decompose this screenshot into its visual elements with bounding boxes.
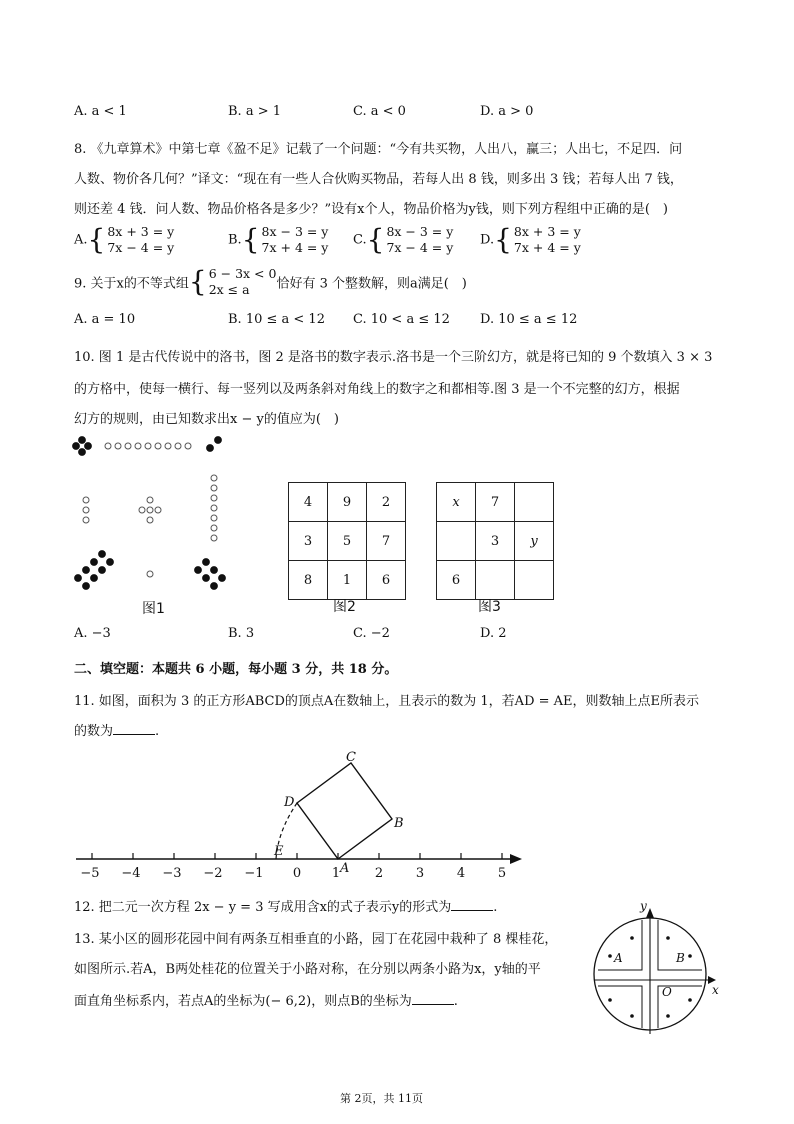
label-a: A [340,861,350,876]
answer-blank[interactable] [451,898,493,911]
label-e: E [274,844,284,859]
cell: x [437,483,476,522]
q8-line1: 8. 《九章算术》中第七章《盈不足》记载了一个问题：“今有共买物，人出八，赢三；人出七，不足四．问 [74,142,683,157]
cell: 6 [437,561,476,600]
tick-label: −3 [162,866,182,880]
q13-line2: 如图所示.若A，B两处桂花的位置关于小路对称，在分别以两条小路为x，y轴的平 [74,962,541,977]
tick-label: 4 [456,866,466,880]
cell: 9 [328,483,367,522]
section-heading: 二、填空题：本题共 6 小题，每小题 3 分，共 18 分。 [74,662,398,677]
q9-option-b: B. 10 ≤ a < 12 [228,312,325,327]
q8-line3: 则还差 4 钱．问人数、物品价格各是多少？”设有x个人，物品价格为y钱，则下列方程组中正确的是( ) [74,202,669,217]
luoshu-figure [72,434,232,594]
cell: 3 [289,522,328,561]
q8-option-c: C.{ 8x − 3 = y 7x − 4 = y [353,223,454,256]
cell: 5 [328,522,367,561]
tick-label: 3 [415,866,425,880]
page-footer: 第 2页，共 11页 [340,1092,423,1105]
q8-option-d: D.{ 8x + 3 = y 7x + 4 = y [480,223,581,256]
q12-stem: 12. 把二元一次方程 2x − y = 3 写成用含x的式子表示y的形式为 . [74,900,498,915]
fig1-caption: 图1 [142,601,165,617]
label-c: C [346,750,356,765]
q7-option-c: C. a < 0 [353,104,406,119]
q13-line3: 面直角坐标系内，若点A的坐标为(− 6,2)，则点B的坐标为 . [74,994,458,1009]
tick-label: 0 [292,866,302,880]
cell [476,561,515,600]
q8-option-a: A.{ 8x + 3 = y 7x − 4 = y [74,223,175,256]
q7-option-b: B. a > 1 [228,104,281,119]
q10-line2: 的方格中，使每一横行、每一竖列以及两条斜对角线上的数字之和都相等.图 3 是一个不完整的幻方，根据 [74,382,680,397]
q8-line2: 人数、物价各几何？”译文：“现在有一些人合伙购买物品，若每人出 8 钱，则多出 3 钱；若每人出 7 钱， [74,172,683,187]
q9-option-a: A. a = 10 [74,312,136,327]
q13-line1: 13. 某小区的圆形花园中间有两条互相垂直的小路，园丁在花园中栽种了 8 棵桂花， [74,932,558,947]
cell [515,561,554,600]
cell: 6 [367,561,406,600]
axis-y-label: y [640,899,647,913]
q9-option-d: D. 10 ≤ a ≤ 12 [480,312,578,327]
tick-label: −5 [80,866,100,880]
answer-blank[interactable] [412,992,454,1005]
label-b: B [676,951,685,965]
q10-line3: 幻方的规则，由已知数求出x − y的值应为( ) [74,412,339,427]
q11-line2: 的数为 . [74,724,160,739]
q10-option-c: C. −2 [353,626,390,641]
q10-option-a: A. −3 [74,626,111,641]
cell: 4 [289,483,328,522]
q9-option-c: C. 10 < a ≤ 12 [353,312,450,327]
q7-option-d: D. a > 0 [480,104,534,119]
cell: 7 [476,483,515,522]
answer-blank[interactable] [113,722,155,735]
axis-x-label: x [712,983,719,997]
tick-label: 1 [331,866,341,880]
cell: y [515,522,554,561]
tick-label: 5 [497,866,507,880]
label-b: B [394,816,404,831]
magic-square-complete [288,482,406,600]
tick-label: −4 [121,866,141,880]
q10-option-d: D. 2 [480,626,507,641]
fig3-caption: 图3 [478,599,501,615]
cell: 7 [367,522,406,561]
garden-figure [588,898,728,1038]
label-o: O [662,985,672,999]
number-line-figure [70,745,530,880]
q8-option-b: B.{ 8x − 3 = y 7x + 4 = y [228,223,329,256]
tick-label: −1 [244,866,264,880]
label-d: D [284,795,295,810]
label-a: A [614,951,623,965]
cell [515,483,554,522]
tick-label: −2 [203,866,223,880]
q7-option-a: A. a < 1 [74,104,127,119]
q11-line1: 11. 如图，面积为 3 的正方形ABCD的顶点A在数轴上，且表示的数为 1，若AD = AE，则数轴上点E所表示 [74,694,700,709]
cell: 1 [328,561,367,600]
cell: 3 [476,522,515,561]
cell [437,522,476,561]
q9-stem: 9. 关于x的不等式组{ 6 − 3x < 0 2x ≤ a 恰好有 3 个整数解，则a满足( ) [74,265,467,298]
q10-line1: 10. 图 1 是古代传说中的洛书，图 2 是洛书的数字表示.洛书是一个三阶幻方，就是将已知的 9 个数填入 3 × 3 [74,350,713,365]
q10-option-b: B. 3 [228,626,255,641]
tick-label: 2 [374,866,384,880]
cell: 8 [289,561,328,600]
fig2-caption: 图2 [333,599,356,615]
cell: 2 [367,483,406,522]
magic-square-incomplete [436,482,554,600]
